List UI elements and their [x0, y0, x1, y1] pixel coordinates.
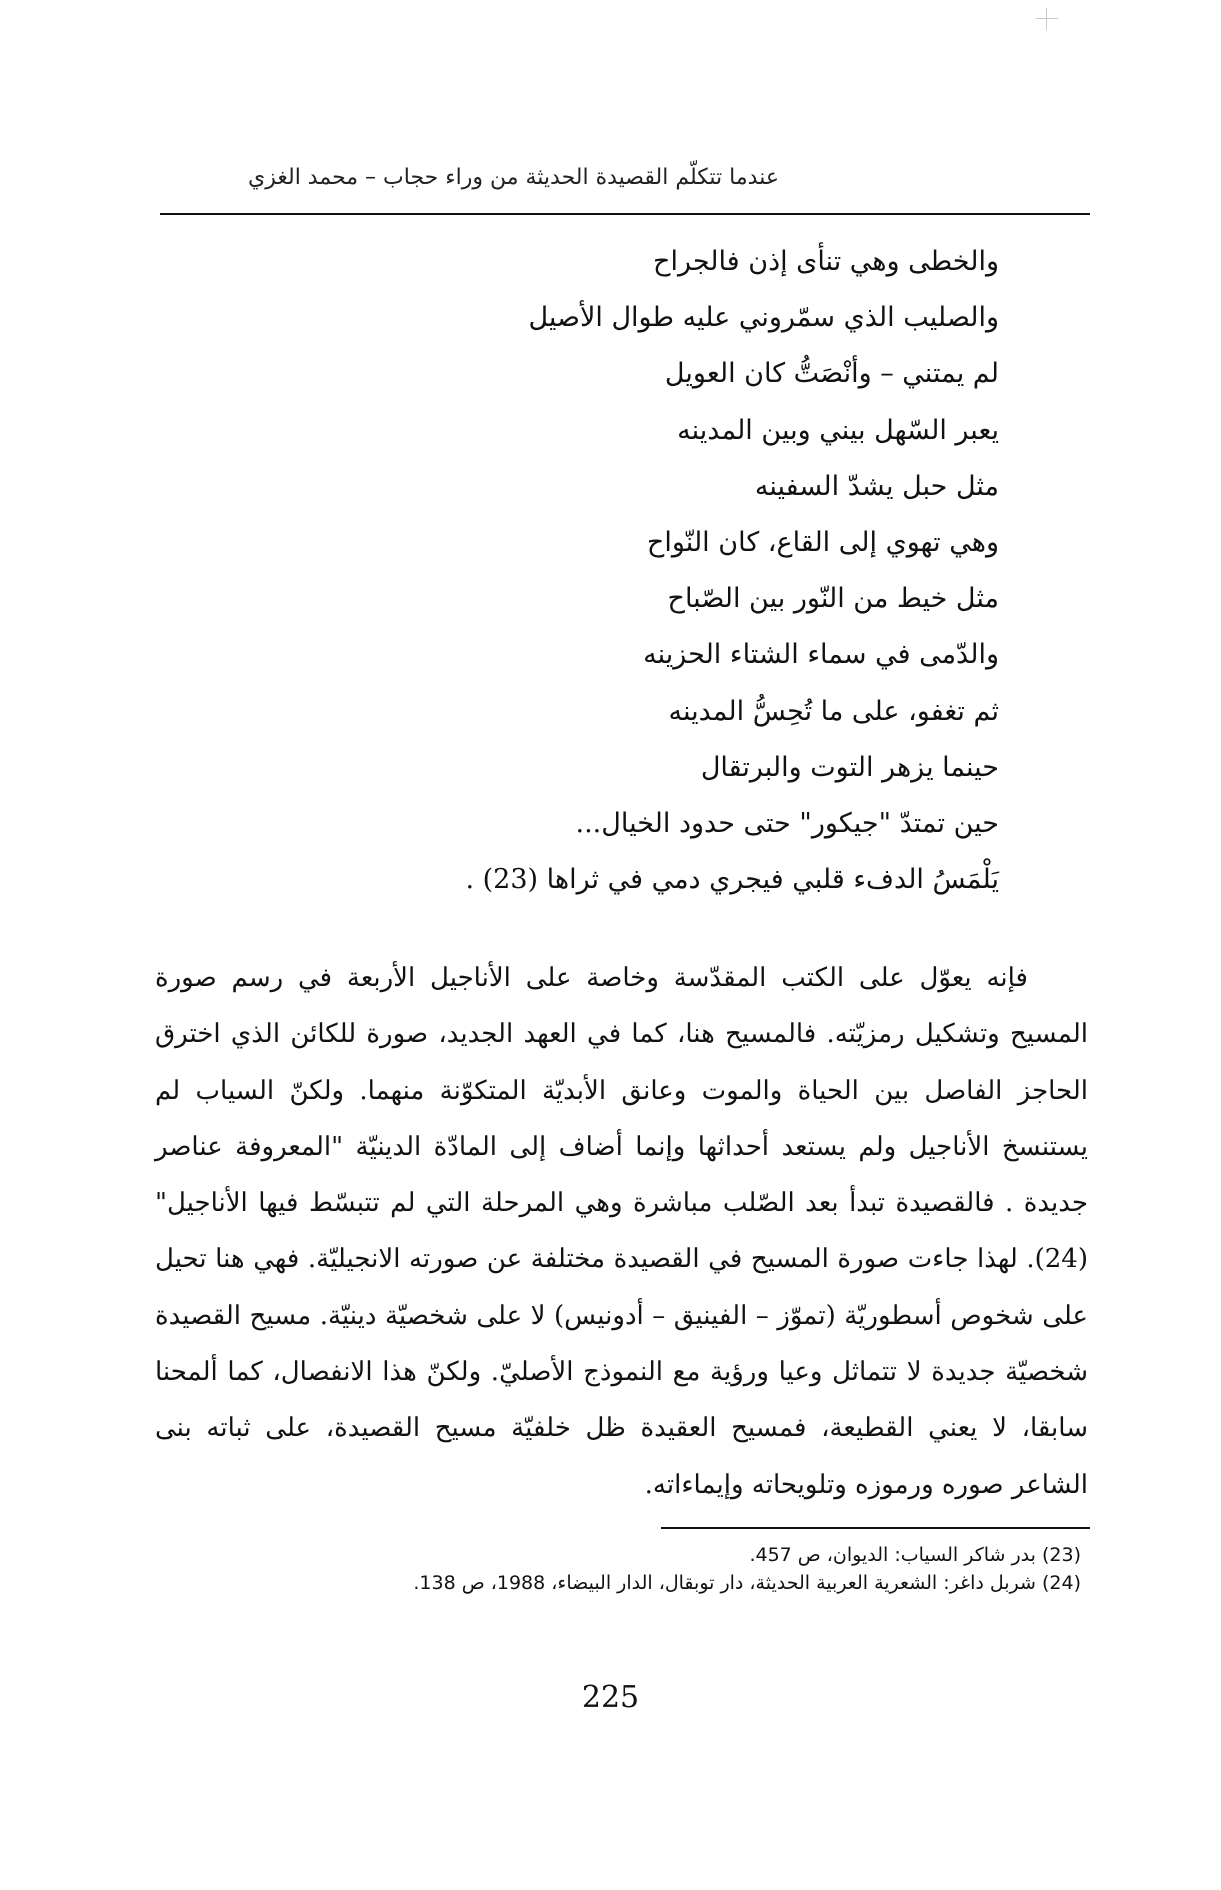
- poem-line: حين تمتدّ "جيكور" حتى حدود الخيال...: [575, 807, 999, 839]
- poem-stanza: [465, 234, 999, 908]
- header-rule: [160, 213, 1090, 215]
- poem-line: مثل حبل يشدّ السفينه: [754, 470, 999, 502]
- poem-line: يعبر السّهل بيني وبين المدينه: [677, 414, 999, 446]
- footnote-rule: [661, 1527, 1090, 1529]
- poem-line: والدّمى في سماء الشتاء الحزينه: [643, 639, 999, 671]
- footnotes: [413, 1541, 1081, 1597]
- poem-line: حينما يزهر التوت والبرتقال: [700, 751, 999, 783]
- poem-line: والصليب الذي سمّروني عليه طوال الأصيل: [528, 302, 999, 334]
- running-header: عندما تتكلّم القصيدة الحديثة من وراء حجاب – محمد الغزي: [248, 165, 779, 190]
- poem-line: يَلْمَسُ الدفء قلبي فيجري دمي في ثراها (23) .: [465, 864, 999, 896]
- poem-line: ثم تغفو، على ما تُحِسُّ المدينه: [668, 695, 999, 727]
- footnote: (24) شربل داغر: الشعرية العربية الحديثة، دار توبقال، الدار البيضاء، 1988، ص 138.: [413, 1572, 1081, 1594]
- poem-line: لم يمتني – وأنْصَتُّ كان العويل: [664, 358, 999, 390]
- body-paragraph: فإنه يعوّل على الكتب المقدّسة وخاصة على الأناجيل الأربعة في رسم صورة المسيح وتشكيل رمزيّته. فالمسيح هنا، كما في العهد الجديد، صورة للكائن الذي اخترق الحاجز الفاصل بين الحياة والموت وعانق الأبديّة المتكوّنة منهما. ولكنّ السياب لم يستنسخ الأناجيل ولم يستعد أحداثها وإنما أضاف إلى المادّة الدينيّة "المعروفة عناصر جديدة . فالقصيدة تبدأ بعد الصّلب مباشرة وهي المرحلة التي لم تتبسّط فيها الأناجيل" (24). لهذا جاءت صورة المسيح في القصيدة مختلفة عن صورته الانجيليّة. فهي هنا تحيل على شخوص أسطوريّة (تموّز – الفينيق – أدونيس) لا على شخصيّة دينيّة. مسيح القصيدة شخصيّة جديدة لا تتماثل وعيا ورؤية مع النموذج الأصليّ. ولكنّ هذا الانفصال، كما ألمحنا سابقا، لا يعني القطيعة، فمسيح العقيدة ظل خلفيّة مسيح القصيدة، على ثباته بنى الشاعر صوره ورموزه وتلويحاته وإيماءاته.: [155, 963, 1088, 1500]
- footnote: (23) بدر شاكر السياب: الديوان، ص 457.: [749, 1544, 1081, 1566]
- poem-line: وهي تهوي إلى القاع، كان النّواح: [646, 526, 999, 558]
- page-number: 225: [581, 1680, 640, 1715]
- crop-mark: [1036, 8, 1058, 30]
- poem-line: مثل خيط من النّور بين الصّباح: [667, 583, 999, 615]
- poem-line: والخطى وهي تنأى إذن فالجراح: [653, 246, 999, 277]
